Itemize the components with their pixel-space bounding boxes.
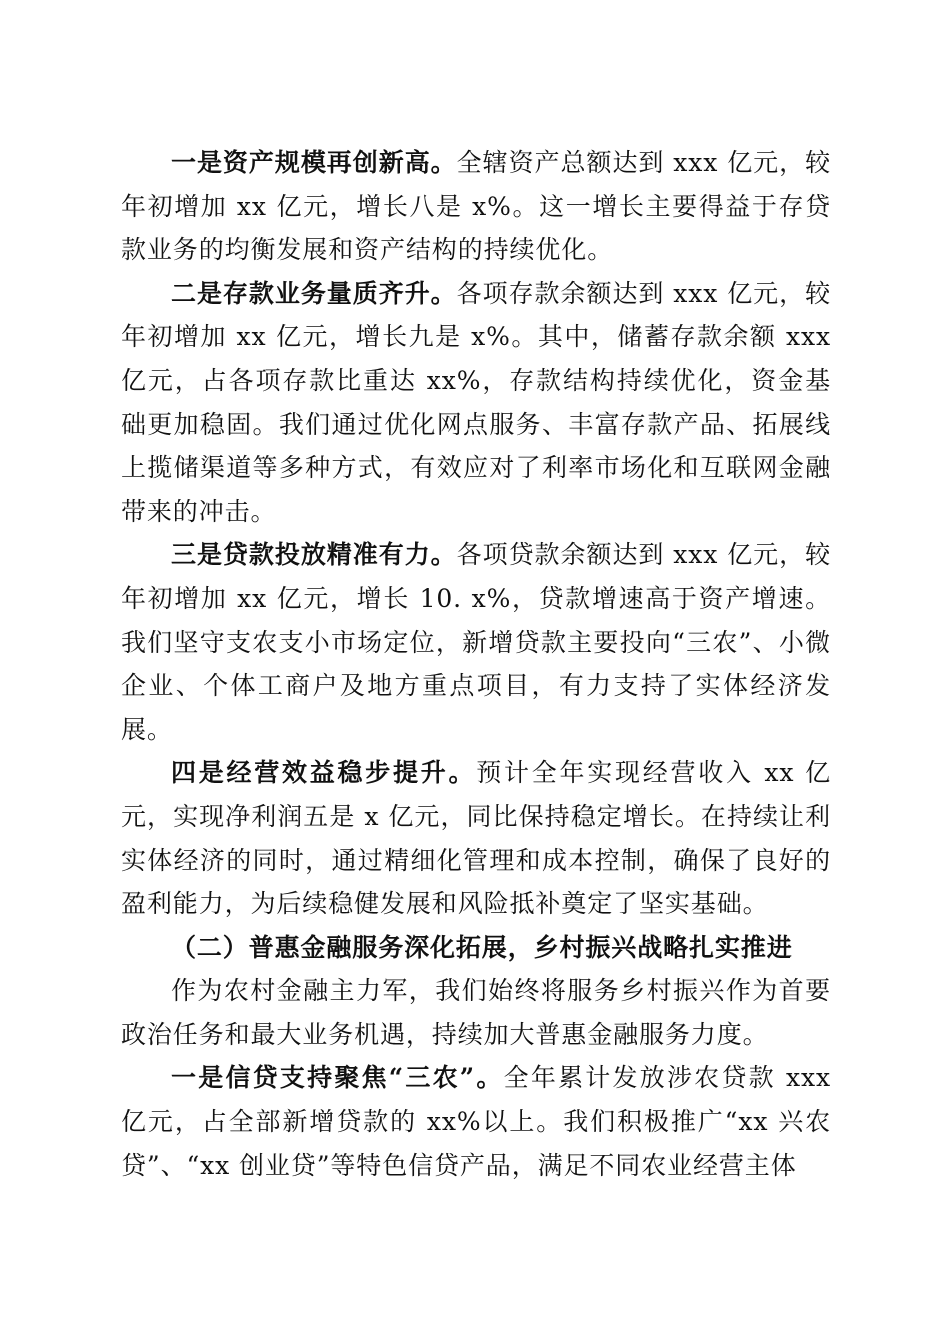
paragraph-agri-credit [121,1056,831,1187]
section-heading: （二）普惠金融服务深化拓展，乡村振兴战略扎实推进 [171,932,793,962]
paragraph-lead: 一是资产规模再创新高。 [171,148,457,177]
section-intro: 作为农村金融主力军，我们始终将服务乡村振兴作为首要政治任务和最大业务机遇，持续加大普惠金融服务力度。 [121,976,831,1049]
paragraph-body: 各项贷款余额达到 xxx 亿元，较年初增加 xx 亿元，增长 10. x%，贷款增速高于资产增速。我们坚守支农支小市场定位，新增贷款主要投向“三农”、小微企业、个体工商户及地方重点项目，有力支持了实体经济发展。 [121,540,831,744]
paragraph-deposits [121,272,831,534]
paragraph-body: 预计全年实现经营收入 xx 亿元，实现净利润五是 x 亿元，同比保持稳定增长。在持续让利实体经济的同时，通过精细化管理和成本控制，确保了良好的盈利能力，为后续稳健发展和风险抵补奠定了坚实基础。 [121,758,832,919]
paragraph-body: 各项存款余额达到 xxx 亿元，较年初增加 xx 亿元，增长九是 x%。其中，储蓄存款余额 xxx 亿元，占各项存款比重达 xx%，存款结构持续优化，资金基础更加稳固。我们通过优化网点服务、丰富存款产品、拓展线上揽储渠道等多种方式，有效应对了利率市场化和互联网金融带来的冲击。 [121,278,831,526]
paragraph-lead: 一是信贷支持聚焦“三农”。 [171,1063,504,1093]
document-body [121,141,831,1187]
paragraph-loans [121,533,831,751]
paragraph-lead: 三是贷款投放精准有力。 [171,540,457,570]
paragraph-profit [121,751,831,925]
paragraph-body: 全辖资产总额达到 xxx 亿元，较年初增加 xx 亿元，增长八是 x%。这一增长主要得益于存贷款业务的均衡发展和资产结构的持续优化。 [121,148,831,265]
paragraph-lead: 二是存款业务量质齐升。 [171,278,457,308]
paragraph-asset-scale [121,141,831,272]
paragraph-lead: 四是经营效益稳步提升。 [171,758,477,788]
paragraph-body: 全年累计发放涉农贷款 xxx 亿元，占全部新增贷款的 xx%以上。我们积极推广“xx 兴农贷”、“xx 创业贷”等特色信贷产品，满足不同农业经营主体 [121,1063,831,1180]
